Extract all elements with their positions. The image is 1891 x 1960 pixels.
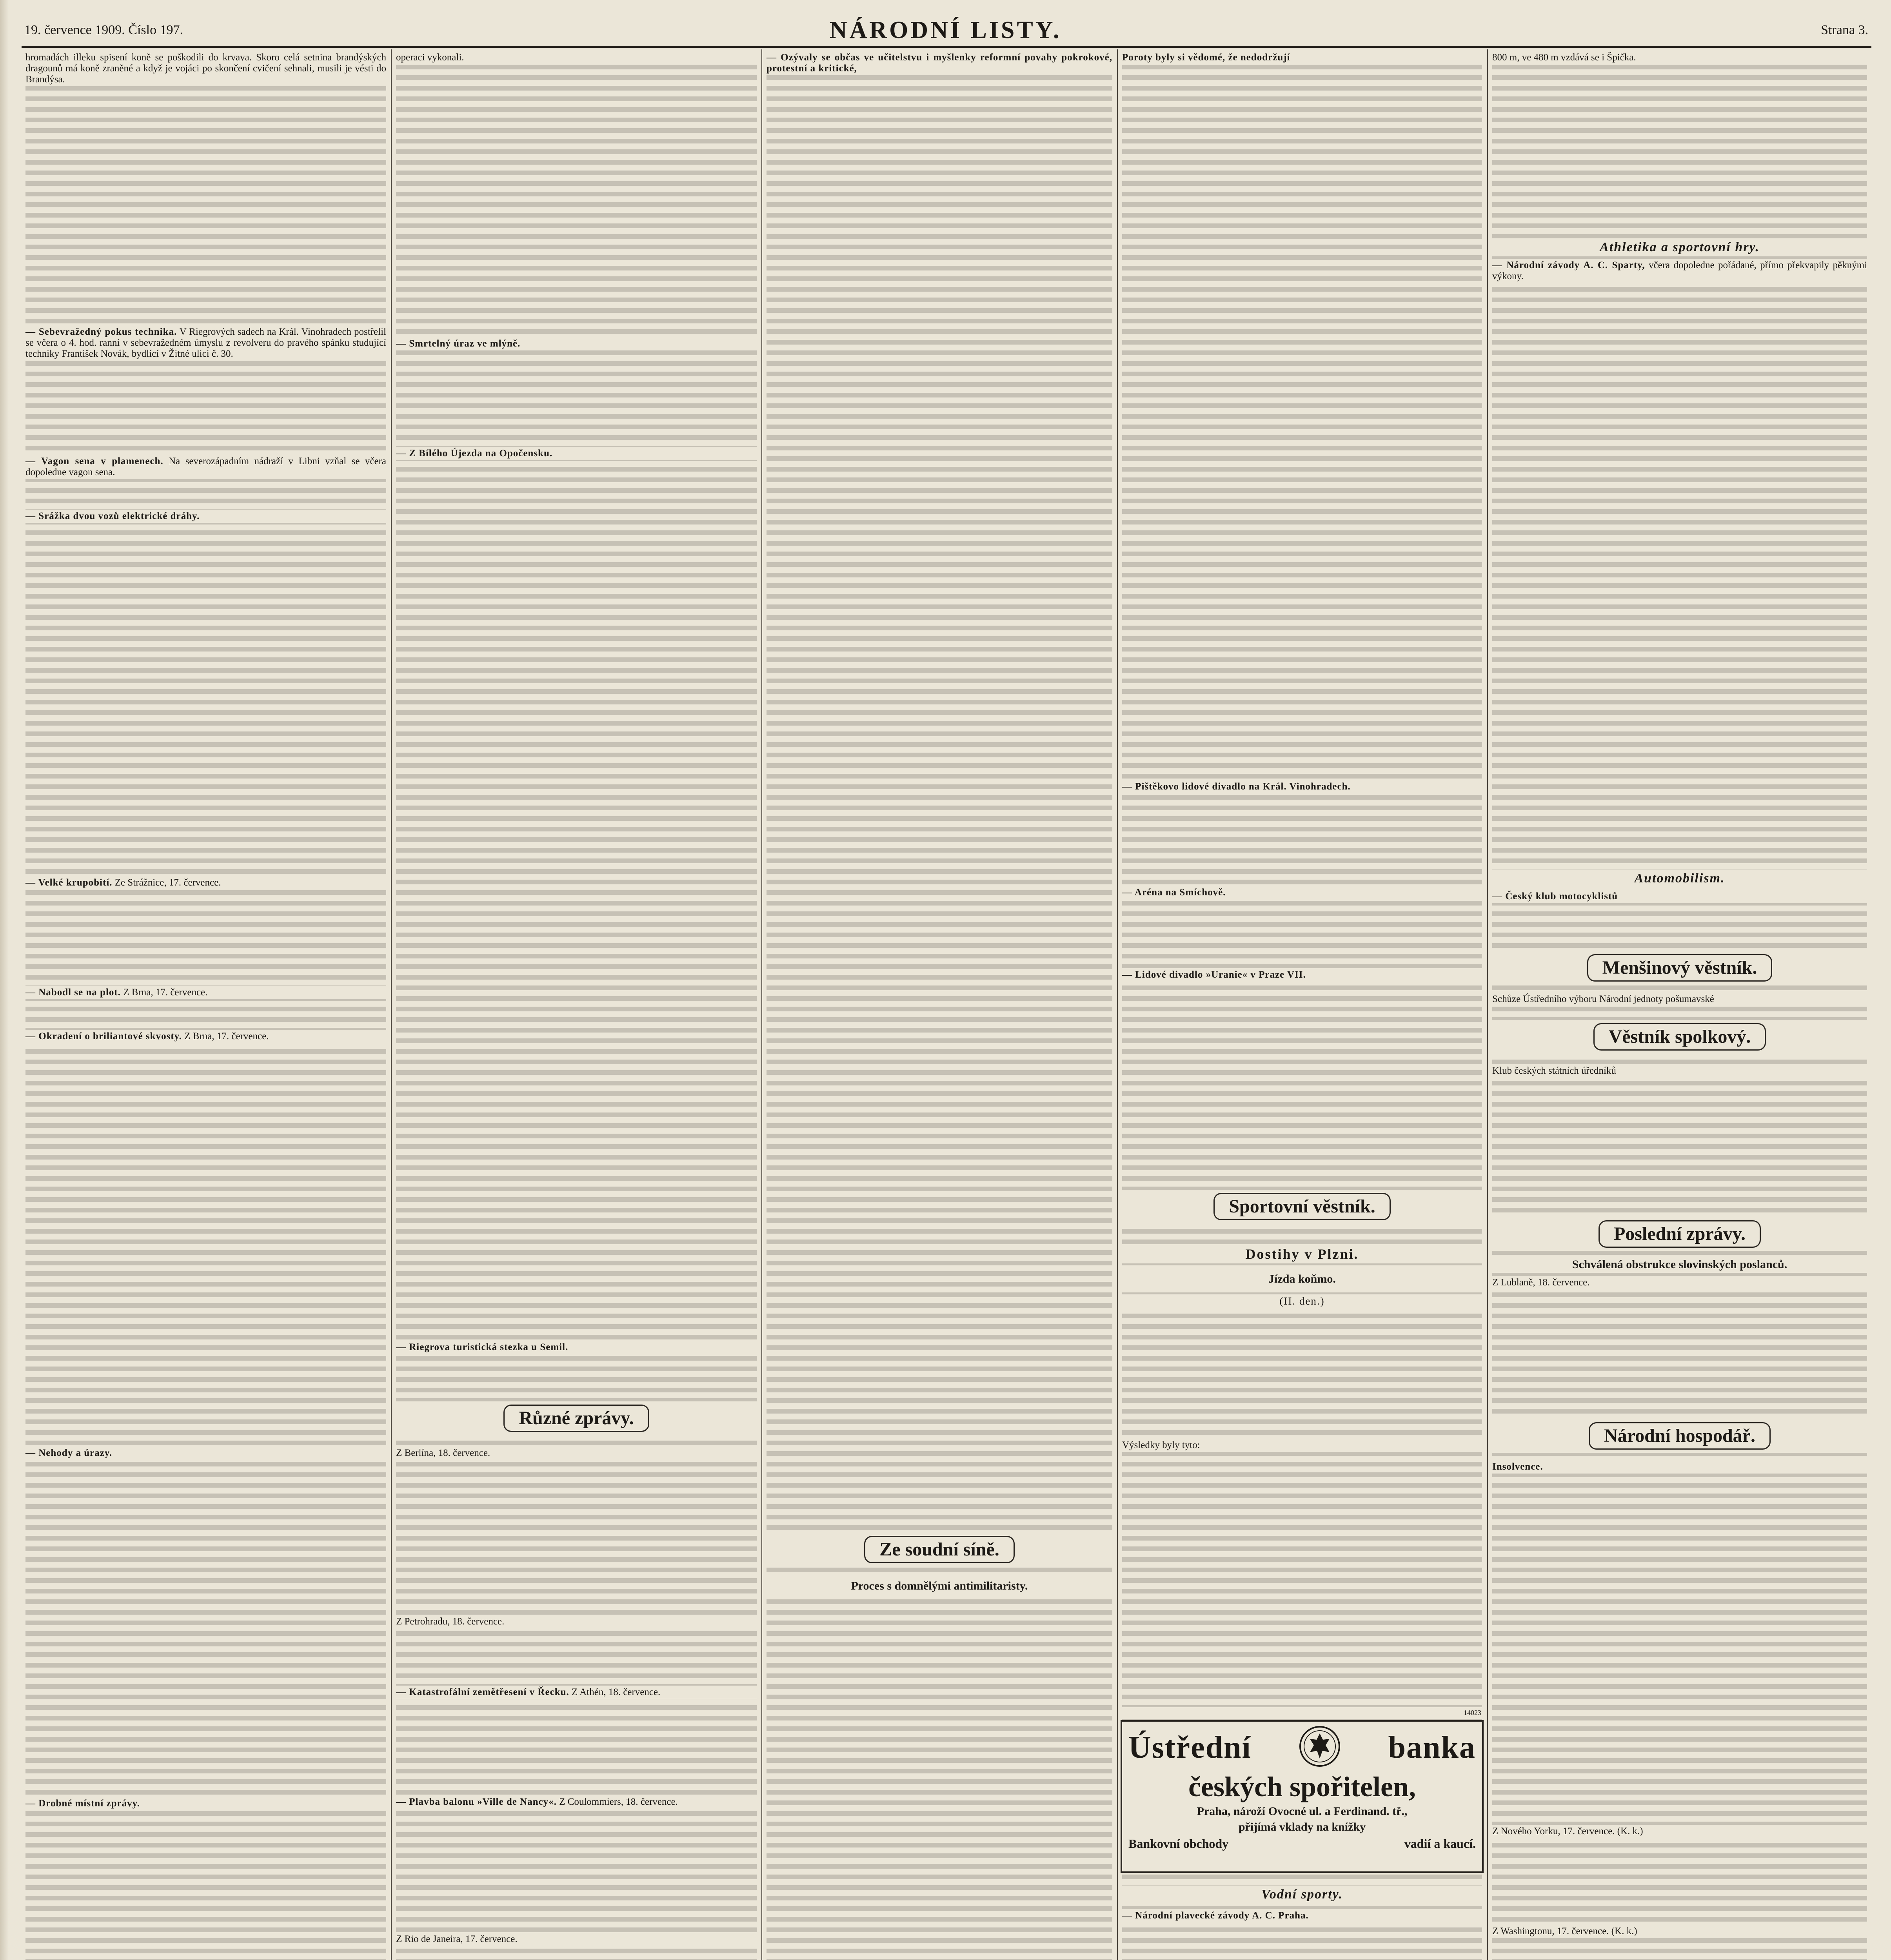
- column-rule: [761, 49, 762, 1960]
- results-intro: [1118, 1439, 1486, 1452]
- news-dateline: Z Petrohradu, 18. července.: [396, 1616, 505, 1627]
- news-item: [22, 1446, 390, 1460]
- ad-number: 14023: [1464, 1709, 1481, 1717]
- news-item: [1488, 1276, 1871, 1289]
- news-item: [392, 447, 761, 460]
- issue-date: 19. července 1909. Číslo 197.: [24, 23, 183, 37]
- news-lead: Insolvence.: [1492, 1461, 1543, 1472]
- header-rule: [22, 46, 1871, 48]
- news-lead: — Katastrofální zemětřesení v Řecku.: [396, 1687, 569, 1697]
- section-heading-block: [392, 1401, 761, 1435]
- column-1: [22, 51, 390, 1960]
- paragraph-text: operaci vykonali.: [396, 52, 464, 63]
- news-lead: — Aréna na Smíchově.: [1122, 887, 1226, 898]
- news-lead: — Smrtelný úraz ve mlýně.: [396, 338, 521, 349]
- news-item: [22, 876, 390, 889]
- section-heading: Národní hospodář.: [1589, 1422, 1771, 1450]
- article-title: Proces s domnělými antimilitaristy.: [763, 1578, 1116, 1594]
- section-heading-block: [1488, 951, 1871, 985]
- section-heading-block: [1118, 1190, 1486, 1223]
- column-2: [392, 51, 761, 1960]
- ad-subtitle: českých spořitelen,: [1188, 1771, 1416, 1802]
- paragraph-text: Výsledky byly tyto:: [1122, 1440, 1200, 1450]
- section-heading: Sportovní věstník.: [1213, 1193, 1390, 1220]
- article-subtitle: Jízda koňmo.: [1118, 1271, 1486, 1287]
- news-dateline: Z Washingtonu, 17. července. (K. k.): [1492, 1926, 1637, 1936]
- news-dateline: Z Rio de Janeira, 17. července.: [396, 1934, 518, 1944]
- bank-advertisement: [1121, 1720, 1484, 1873]
- news-lead: — Okradení o briliantové skvosty.: [25, 1031, 182, 1042]
- news-item: [1118, 1909, 1486, 1922]
- column-4: [1118, 51, 1486, 1960]
- news-lead: — Národní plavecké závody A. C. Praha.: [1122, 1910, 1309, 1921]
- news-lead: — Národní závody A. C. Sparty,: [1492, 260, 1645, 270]
- news-lead: — Riegrova turistická stezka u Semil.: [396, 1342, 569, 1352]
- news-text: Schůze Ústředního výboru Národní jednoty pošumavské: [1492, 994, 1714, 1004]
- news-item: [392, 1933, 761, 1946]
- section-heading: Různé zprávy.: [503, 1405, 649, 1432]
- news-lead: — Nabodl se na plot.: [25, 987, 121, 998]
- article-title: Schválená obstrukce slovinských poslanců.: [1488, 1256, 1871, 1273]
- column-3: [763, 51, 1116, 1960]
- article-paragraph: [22, 51, 390, 86]
- page-number: Strana 3.: [1821, 23, 1868, 37]
- news-lead: — Srážka dvou vozů elektrické dráhy.: [25, 511, 200, 521]
- section-heading-block: [1488, 1020, 1871, 1054]
- scan-edge-shadow: [0, 0, 9, 1960]
- paragraph-text: — Ozývaly se občas ve učitelstvu i myšlenky reformní povahy pokrokové, protestní a kritické,: [767, 52, 1112, 74]
- news-lead: — Lidové divadlo »Uranie« v Praze VII.: [1122, 969, 1306, 980]
- news-lead: — Vagon sena v plamenech.: [25, 456, 163, 466]
- news-text: Klub českých státních úředníků: [1492, 1065, 1616, 1076]
- news-lead: — Pištěkovo lidové divadlo na Král. Vinohradech.: [1122, 781, 1351, 792]
- news-lead: — Drobné místní zprávy.: [25, 1798, 140, 1809]
- bank-emblem-icon: [1298, 1725, 1341, 1770]
- paragraph-text: 800 m, ve 480 m vzdává se i Špička.: [1492, 52, 1636, 63]
- paragraph-text: hromadách illeku spisení koně se poškodili do krvava. Skoro celá setnina brandýských dragounů má koně zraněné a když je vojáci po skončení cvičení sehnali, musili je vésti do Brandýsa.: [25, 52, 386, 85]
- section-heading: Věstník spolkový.: [1593, 1023, 1766, 1051]
- section-subheading: Athletika a sportovní hry.: [1488, 238, 1871, 256]
- ad-guarantees: vadií a kaucí.: [1404, 1837, 1476, 1851]
- ad-address: Praha, nároží Ovocné ul. a Ferdinand. tř.,: [1197, 1805, 1408, 1818]
- news-item: [392, 337, 761, 350]
- ad-title-word: Ústřední: [1128, 1730, 1252, 1765]
- ad-footer-row: [1128, 1835, 1476, 1852]
- news-item: [392, 1341, 761, 1354]
- section-heading: Poslední zprávy.: [1599, 1220, 1761, 1248]
- news-item: [392, 1615, 761, 1628]
- news-item: [22, 455, 390, 479]
- news-item: [1488, 1064, 1871, 1078]
- news-item: [22, 325, 390, 361]
- section-heading-block: [763, 1533, 1116, 1566]
- masthead: NÁRODNÍ LISTY.: [829, 17, 1062, 44]
- section-subheading: Automobilism.: [1488, 869, 1871, 887]
- article-title: Dostihy v Plzni.: [1118, 1245, 1486, 1263]
- paragraph-text: Poroty byly si vědomé, že nedodržují: [1122, 52, 1290, 63]
- news-item: [1488, 1925, 1871, 1938]
- news-item: [1118, 886, 1486, 899]
- news-lead: — Český klub motocyklistů: [1492, 891, 1618, 902]
- news-item: [392, 1446, 761, 1460]
- news-item: [392, 1686, 761, 1699]
- article-paragraph: [763, 51, 1116, 75]
- news-dateline: Z Athén, 18. července.: [571, 1687, 661, 1697]
- ad-deposits: přijímá vklady na knížky: [1238, 1820, 1366, 1833]
- news-item: [1488, 1825, 1871, 1838]
- news-item: [1118, 968, 1486, 982]
- news-dateline: Z Coulommiers, 18. července.: [559, 1797, 678, 1807]
- news-item: [22, 1030, 390, 1043]
- news-text: Ze Strážnice, 17. července.: [114, 877, 221, 888]
- ad-number-row: [1118, 1707, 1486, 1719]
- news-text: Z Brna, 17. července.: [184, 1031, 269, 1042]
- ad-title-word: banka: [1388, 1730, 1476, 1765]
- column-rule: [1487, 49, 1488, 1960]
- news-lead: — Z Bílého Újezda na Opočensku.: [396, 448, 553, 459]
- news-item: [1488, 1460, 1871, 1474]
- article-paragraph: [1488, 51, 1871, 64]
- news-lead: — Velké krupobití.: [25, 877, 113, 888]
- news-text: V Riegrových sadech na Král. Vinohradech postřelil se včera o 4. hod. ranní v sebevražedném úmyslu z revolveru do pravého spánku studující techniky František Novák, bydlící v Žitné ulici č. 30.: [25, 327, 386, 359]
- news-item: [22, 986, 390, 999]
- news-text: Na severozápadním nádraží v Libni vzňal se včera dopoledne vagon sena.: [25, 456, 387, 477]
- section-heading: Ze soudní síně.: [864, 1536, 1014, 1563]
- news-lead: — Sebevražedný pokus technika.: [25, 327, 177, 337]
- news-item: [22, 1797, 390, 1810]
- section-heading: Menšinový věstník.: [1587, 954, 1773, 982]
- news-item: [392, 1795, 761, 1809]
- column-5: [1488, 51, 1871, 1960]
- article-byline: (II. den.): [1118, 1294, 1486, 1308]
- emblem-graphic: [1298, 1725, 1341, 1768]
- section-heading-block: [1488, 1419, 1871, 1453]
- news-item: [1488, 259, 1871, 283]
- news-dateline: Z Lublaně, 18. července.: [1492, 1277, 1590, 1288]
- section-subheading: Vodní sporty.: [1118, 1886, 1486, 1904]
- column-rule: [1117, 49, 1118, 1960]
- news-item: [1488, 890, 1871, 903]
- news-item: [22, 510, 390, 523]
- news-item: [1488, 993, 1871, 1006]
- article-paragraph: [1118, 51, 1486, 64]
- ad-business: Bankovní obchody: [1128, 1837, 1229, 1851]
- news-lead: — Nehody a úrazy.: [25, 1448, 113, 1458]
- column-rule: [391, 49, 392, 1960]
- news-item: [1118, 780, 1486, 793]
- article-paragraph: [392, 51, 761, 64]
- news-dateline: Z Berlína, 18. července.: [396, 1448, 490, 1458]
- news-dateline: Z Nového Yorku, 17. července. (K. k.): [1492, 1826, 1643, 1837]
- ad-title-row: [1128, 1725, 1476, 1770]
- news-text: Z Brna, 17. července.: [123, 987, 208, 998]
- news-text: včera dopoledne pořádané, přímo překvapily pěknými výkony.: [1492, 260, 1867, 281]
- news-lead: — Plavba balonu »Ville de Nancy«.: [396, 1797, 557, 1807]
- section-heading-block: [1488, 1217, 1871, 1251]
